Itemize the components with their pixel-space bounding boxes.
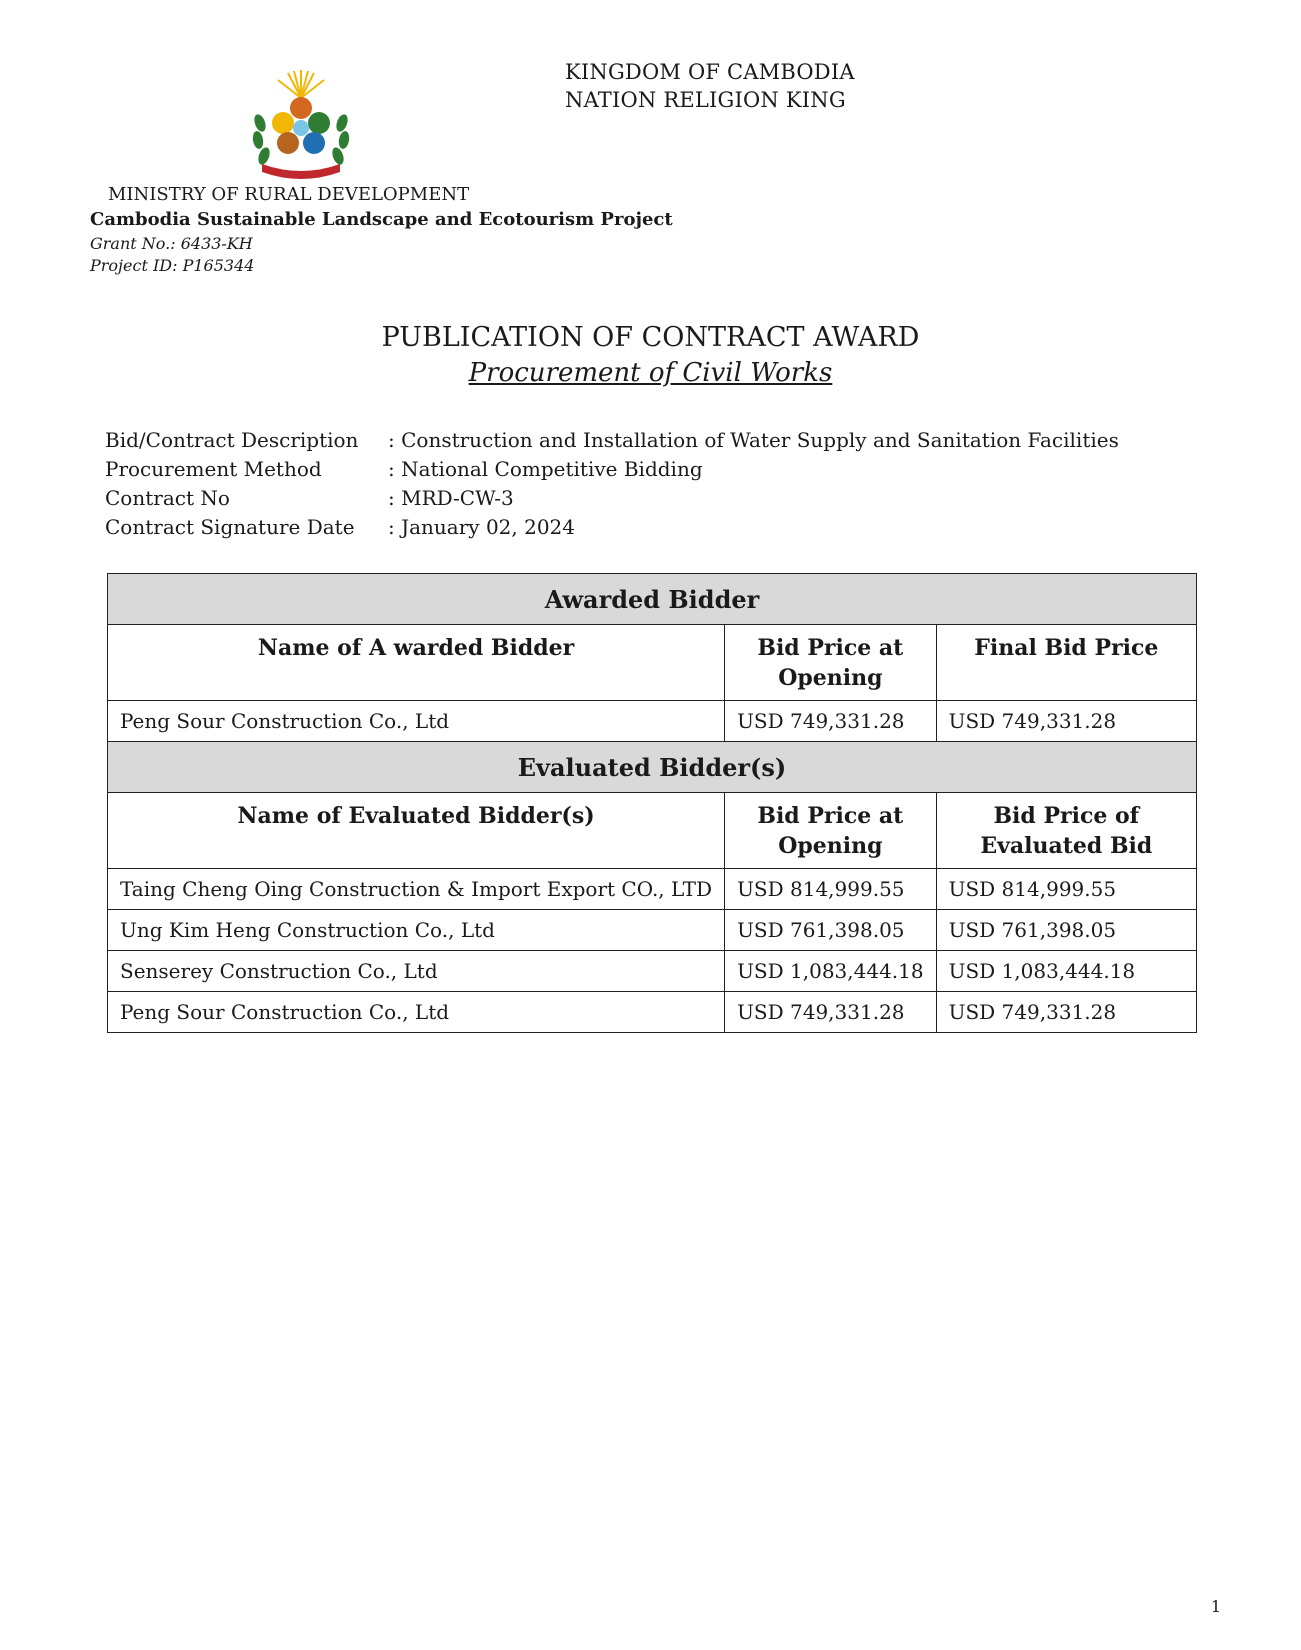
info-value: : January 02, 2024 <box>388 515 576 539</box>
info-row <box>105 484 1119 513</box>
evaluated-header-name: Name of Evaluated Bidder(s) <box>108 793 725 869</box>
page-title: PUBLICATION OF CONTRACT AWARD <box>381 322 920 353</box>
evaluated-header-opening-price: Bid Price at Opening <box>725 793 937 869</box>
ministry-logo <box>248 68 354 180</box>
info-label: Procurement Method <box>105 457 322 481</box>
info-value: : Construction and Installation of Water Supply and Sanitation Facilities <box>388 428 1119 452</box>
evaluated-section-title: Evaluated Bidder(s) <box>108 742 1197 793</box>
evaluated-header-row <box>108 793 1197 869</box>
ministry-logo-emblem-icon <box>248 68 354 180</box>
awarded-header-name: Name of A warded Bidder <box>108 625 725 701</box>
table-row <box>108 992 1197 1033</box>
bid-price-evaluated: USD 749,331.28 <box>936 992 1196 1033</box>
info-label: Bid/Contract Description <box>105 428 359 452</box>
bid-price-evaluated: USD 761,398.05 <box>936 910 1196 951</box>
bid-price-opening: USD 814,999.55 <box>725 869 937 910</box>
bid-price-opening: USD 761,398.05 <box>725 910 937 951</box>
kingdom-line-1: KINGDOM OF CAMBODIA <box>565 60 855 84</box>
info-label: Contract No <box>105 486 230 510</box>
info-value: : National Competitive Bidding <box>388 457 703 481</box>
kingdom-line-2: NATION RELIGION KING <box>565 88 846 112</box>
table-row <box>108 869 1197 910</box>
contract-info <box>105 426 1119 542</box>
bidders-table <box>107 573 1197 1033</box>
info-value: : MRD-CW-3 <box>388 486 514 510</box>
evaluated-section-row <box>108 742 1197 793</box>
bidder-name: Peng Sour Construction Co., Ltd <box>108 992 725 1033</box>
grant-number: Grant No.: 6433-KH <box>90 234 253 253</box>
table-row <box>108 910 1197 951</box>
page-number: 1 <box>1210 1597 1221 1616</box>
awarded-section-title: Awarded Bidder <box>108 574 1197 625</box>
project-id: Project ID: P165344 <box>90 256 255 275</box>
bid-price-opening: USD 749,331.28 <box>725 701 937 742</box>
bidder-name: Senserey Construction Co., Ltd <box>108 951 725 992</box>
awarded-header-row <box>108 625 1197 701</box>
bid-price-opening: USD 749,331.28 <box>725 992 937 1033</box>
awarded-header-final-price: Final Bid Price <box>936 625 1196 701</box>
bid-price-opening: USD 1,083,444.18 <box>725 951 937 992</box>
info-row <box>105 455 1119 484</box>
info-row <box>105 513 1119 542</box>
table-row <box>108 951 1197 992</box>
page-subtitle: Procurement of Civil Works <box>468 358 833 388</box>
bid-price-final: USD 749,331.28 <box>936 701 1196 742</box>
info-row <box>105 426 1119 455</box>
info-label: Contract Signature Date <box>105 515 355 539</box>
awarded-section-row <box>108 574 1197 625</box>
bidder-name: Ung Kim Heng Construction Co., Ltd <box>108 910 725 951</box>
ministry-name: MINISTRY OF RURAL DEVELOPMENT <box>108 184 470 205</box>
bidder-name: Peng Sour Construction Co., Ltd <box>108 701 725 742</box>
kingdom-header <box>565 58 855 114</box>
project-name: Cambodia Sustainable Landscape and Ecotourism Project <box>90 209 673 230</box>
bid-price-evaluated: USD 814,999.55 <box>936 869 1196 910</box>
bidder-name: Taing Cheng Oing Construction & Import Export CO., LTD <box>108 869 725 910</box>
awarded-header-opening-price: Bid Price at Opening <box>725 625 937 701</box>
evaluated-header-evaluated-price: Bid Price of Evaluated Bid <box>936 793 1196 869</box>
table-row <box>108 701 1197 742</box>
bid-price-evaluated: USD 1,083,444.18 <box>936 951 1196 992</box>
